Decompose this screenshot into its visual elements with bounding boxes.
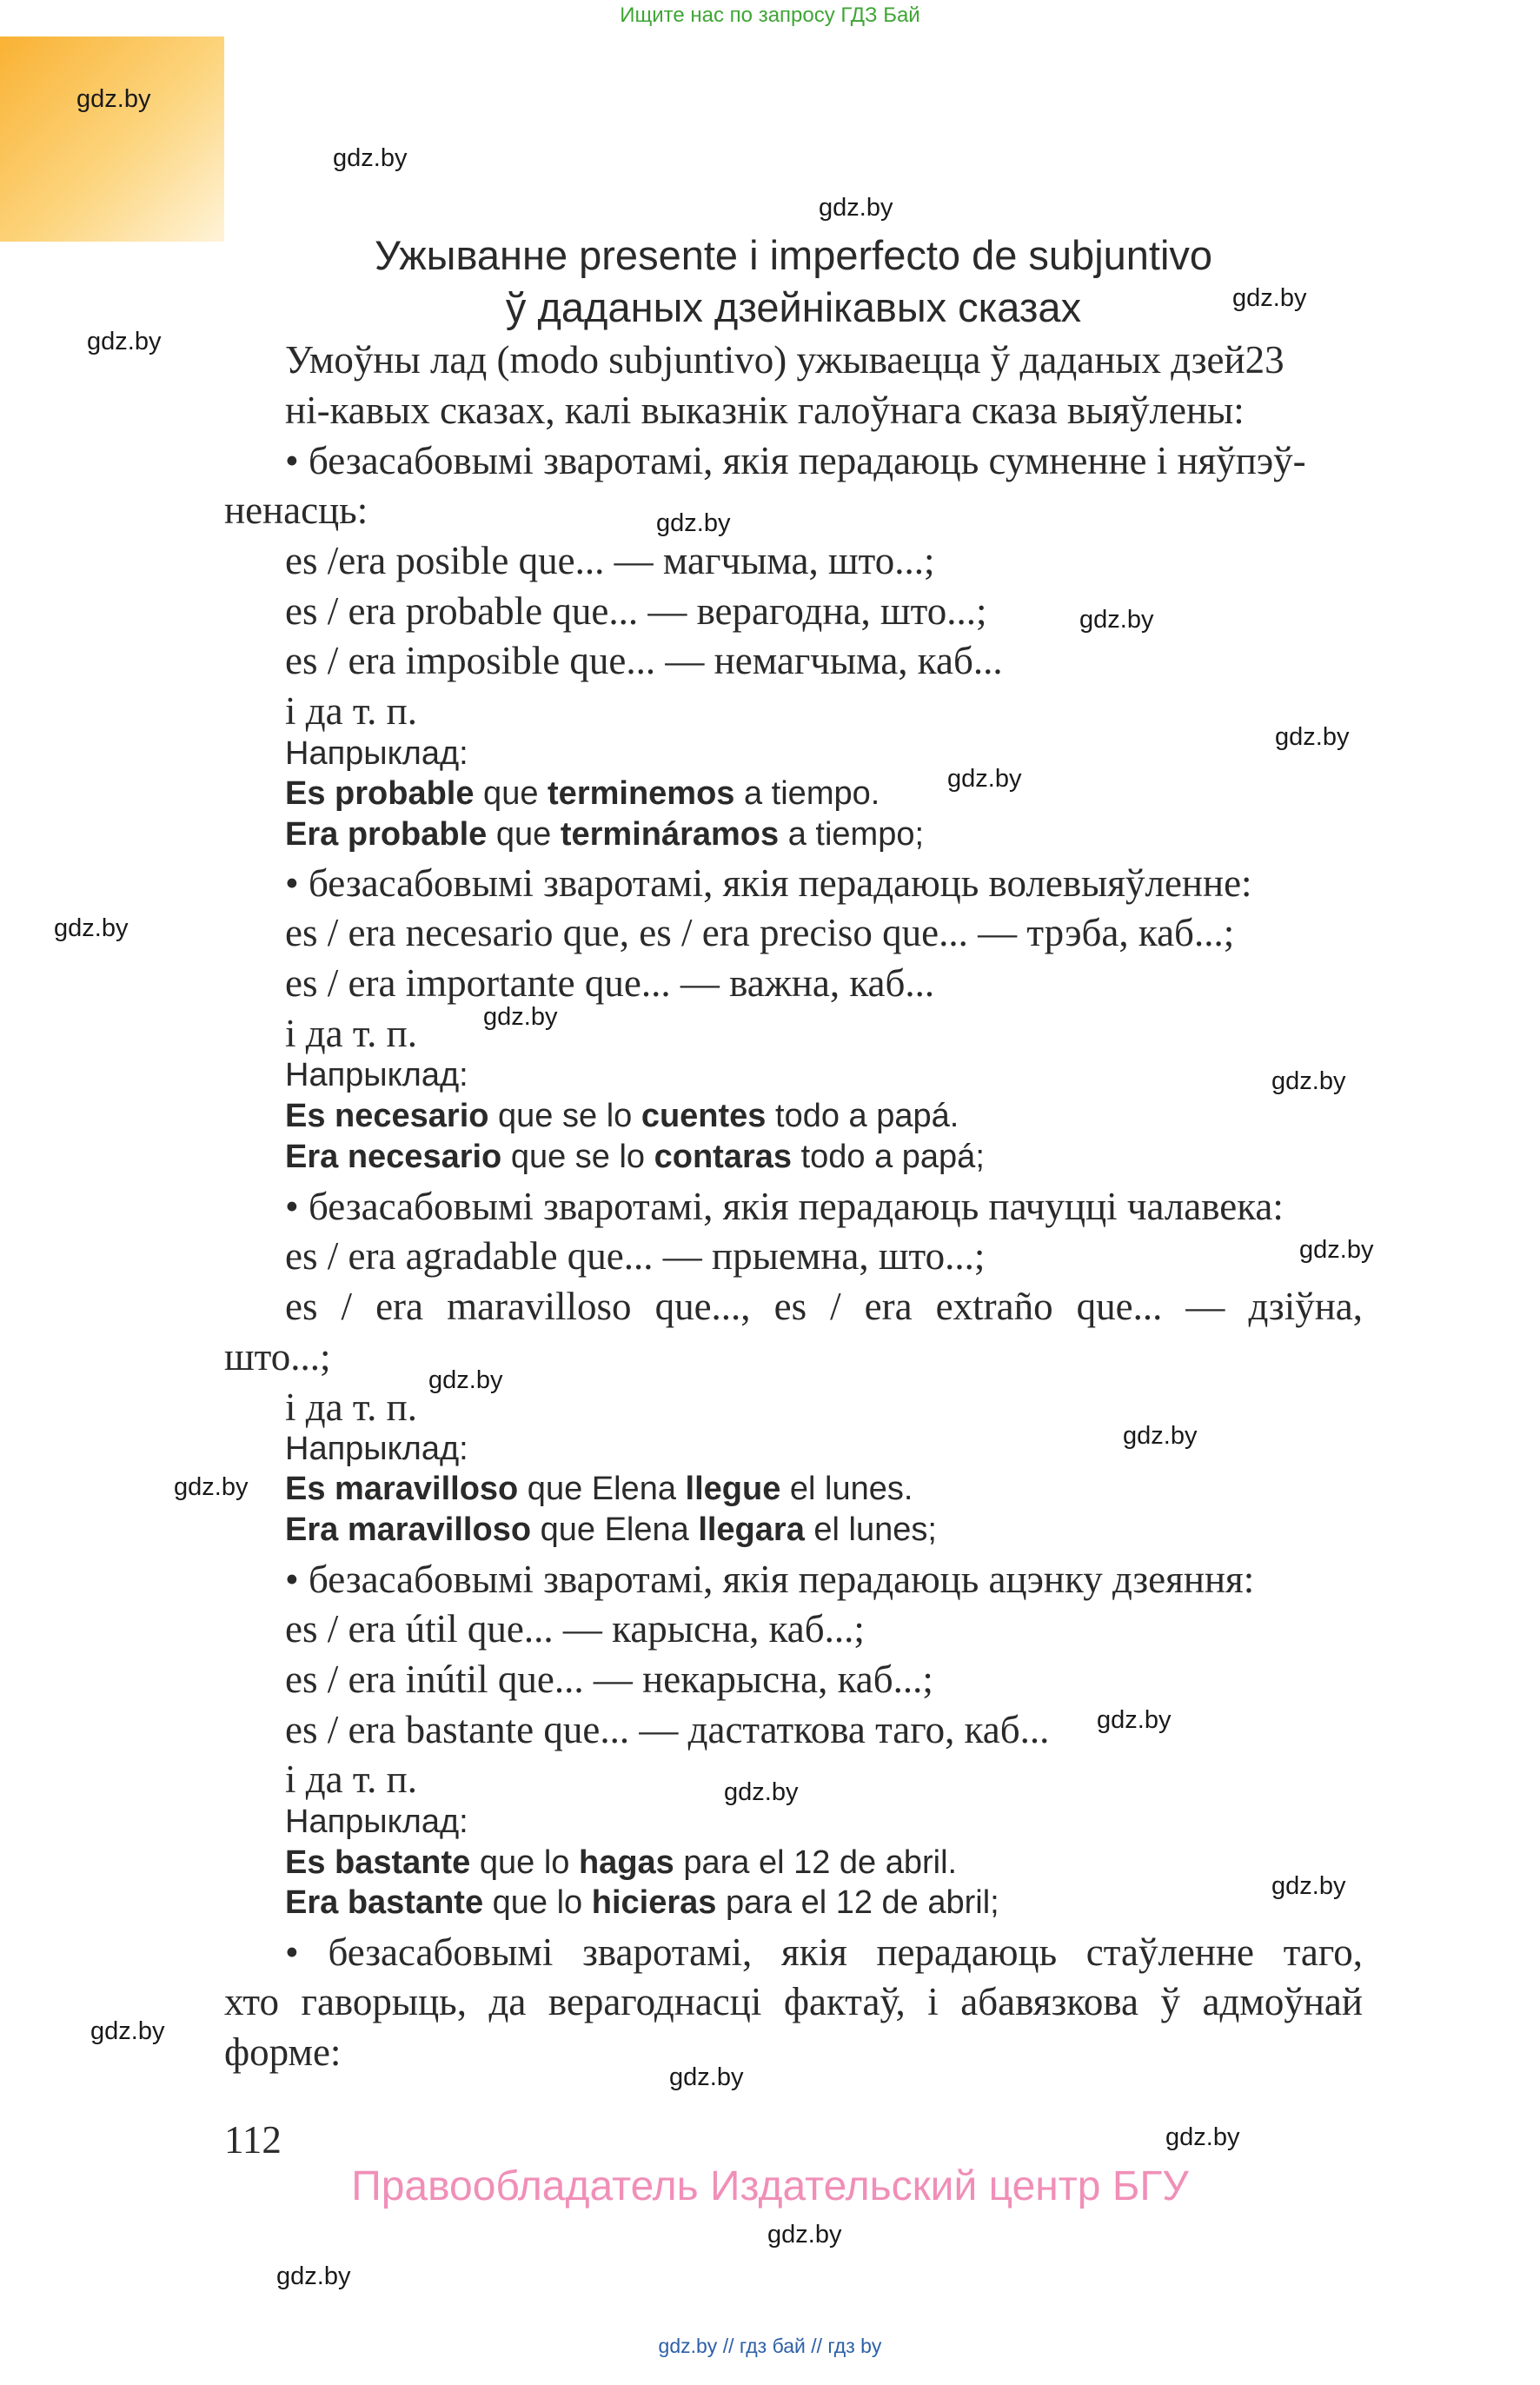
- phrase-item: es / era inútil que... — некарысна, каб...;: [285, 1658, 933, 1701]
- watermark: gdz.by: [1271, 1872, 1346, 1900]
- example-label: Напрыклад:: [285, 1431, 468, 1467]
- watermark: gdz.by: [1123, 1422, 1198, 1450]
- example-sentence: Era necesario que se lo contaras todo a papá;: [285, 1139, 985, 1175]
- watermark: gdz.by: [333, 144, 408, 172]
- example-sentence: Es necesario que se lo cuentes todo a papá.: [285, 1098, 959, 1134]
- phrase-item: es / era agradable que... — прыемна, што...;: [285, 1234, 986, 1278]
- watermark: gdz.by: [656, 509, 731, 537]
- intro-line: Умоўны лад (modo subjuntivo) ужываецца ў даданых дзей23: [285, 338, 1284, 382]
- watermark: gdz.by: [1275, 723, 1350, 751]
- watermark: gdz.by: [174, 1473, 249, 1501]
- watermark: gdz.by: [483, 1003, 558, 1031]
- watermark: gdz.by: [819, 194, 893, 222]
- top-banner: Ищите нас по запросу ГДЗ Бай: [620, 3, 920, 27]
- example-sentence: Era maravilloso que Elena llegara el lunes;: [285, 1511, 937, 1548]
- example-sentence: Era probable que termináramos a tiempo;: [285, 816, 925, 853]
- watermark: gdz.by: [1271, 1067, 1346, 1095]
- watermark: gdz.by: [767, 2221, 842, 2249]
- bullet-point: • безасабовымі зваротамі, якія перадаюць волевыяўленне:: [285, 861, 1252, 905]
- example-sentence: Era bastante que lo hicieras para el 12 de abril;: [285, 1884, 999, 1921]
- phrase-item: es / era probable que... — верагодна, што...;: [285, 589, 987, 633]
- paragraph-line: хто гаворыць, да верагоднасці фактаў, і абавязкова ў адмоўнай: [224, 1980, 1363, 2023]
- watermark: gdz.by: [1299, 1236, 1374, 1264]
- watermark: gdz.by: [76, 85, 151, 113]
- example-sentence: Es maravilloso que Elena llegue el lunes.: [285, 1471, 913, 1507]
- phrase-item: es / era bastante que... — дастаткова таго, каб...: [285, 1708, 1050, 1751]
- phrase-item: es / era importante que... — важна, каб...: [285, 961, 935, 1005]
- watermark: gdz.by: [1097, 1706, 1172, 1734]
- bullet-point: • безасабовымі зваротамі, якія перадаюць пачуцці чалавека:: [285, 1185, 1284, 1228]
- etc-text: і да т. п.: [285, 1757, 417, 1801]
- section-title-line2: ў даданых дзейнікавых сказах: [505, 284, 1082, 330]
- section-title-line1: Ужыванне presente i imperfecto de subjuntivo: [374, 232, 1213, 278]
- footer-links: gdz.by // гдз бай // гдз by: [658, 2335, 882, 2357]
- page-number: 112: [224, 2118, 282, 2162]
- watermark: gdz.by: [276, 2262, 351, 2290]
- etc-text: і да т. п.: [285, 1012, 417, 1055]
- watermark: gdz.by: [1079, 606, 1154, 634]
- watermark: gdz.by: [724, 1778, 799, 1806]
- phrase-item: es /era posible que... — магчыма, што...;: [285, 539, 935, 582]
- watermark: gdz.by: [947, 765, 1022, 793]
- phrase-item: es / era necesario que, es / era preciso que... — трэба, каб...;: [285, 911, 1235, 954]
- phrase-item: es / era maravilloso que..., es / era extraño que... — дзіўна,: [285, 1285, 1363, 1328]
- phrase-item: es / era imposible que... — немагчыма, каб...: [285, 639, 1003, 682]
- intro-line: ні-кавых сказах, калі выказнік галоўнага сказа выяўлены:: [285, 389, 1245, 432]
- example-label: Напрыклад:: [285, 1057, 468, 1093]
- watermark: gdz.by: [428, 1366, 503, 1394]
- watermark: gdz.by: [54, 914, 129, 942]
- phrase-item-continuation: што...;: [224, 1335, 331, 1379]
- example-label: Напрыклад:: [285, 735, 468, 772]
- watermark: gdz.by: [669, 2063, 744, 2091]
- copyright-notice: Правообладатель Издательский центр БГУ: [351, 2163, 1189, 2209]
- corner-decoration: [0, 37, 224, 242]
- etc-text: і да т. п.: [285, 689, 417, 733]
- example-sentence: Es bastante que lo hagas para el 12 de abril.: [285, 1844, 958, 1881]
- watermark: gdz.by: [87, 328, 162, 355]
- bullet-continuation: ненасць:: [224, 488, 368, 532]
- watermark: gdz.by: [90, 2017, 165, 2045]
- bullet-point: • безасабовымі зваротамі, якія перадаюць сумненне і няўпэў-: [285, 439, 1306, 482]
- example-label: Напрыклад:: [285, 1804, 468, 1840]
- etc-text: і да т. п.: [285, 1385, 417, 1429]
- bullet-point: • безасабовымі зваротамі, якія перадаюць ацэнку дзеяння:: [285, 1558, 1255, 1601]
- watermark: gdz.by: [1165, 2123, 1240, 2151]
- phrase-item: es / era útil que... — карысна, каб...;: [285, 1607, 865, 1651]
- example-sentence: Es probable que terminemos a tiempo.: [285, 775, 880, 812]
- watermark: gdz.by: [1232, 284, 1307, 312]
- paragraph-line: форме:: [224, 2030, 342, 2074]
- bullet-point: • безасабовымі зваротамі, якія перадаюць стаўленне таго,: [285, 1930, 1363, 1974]
